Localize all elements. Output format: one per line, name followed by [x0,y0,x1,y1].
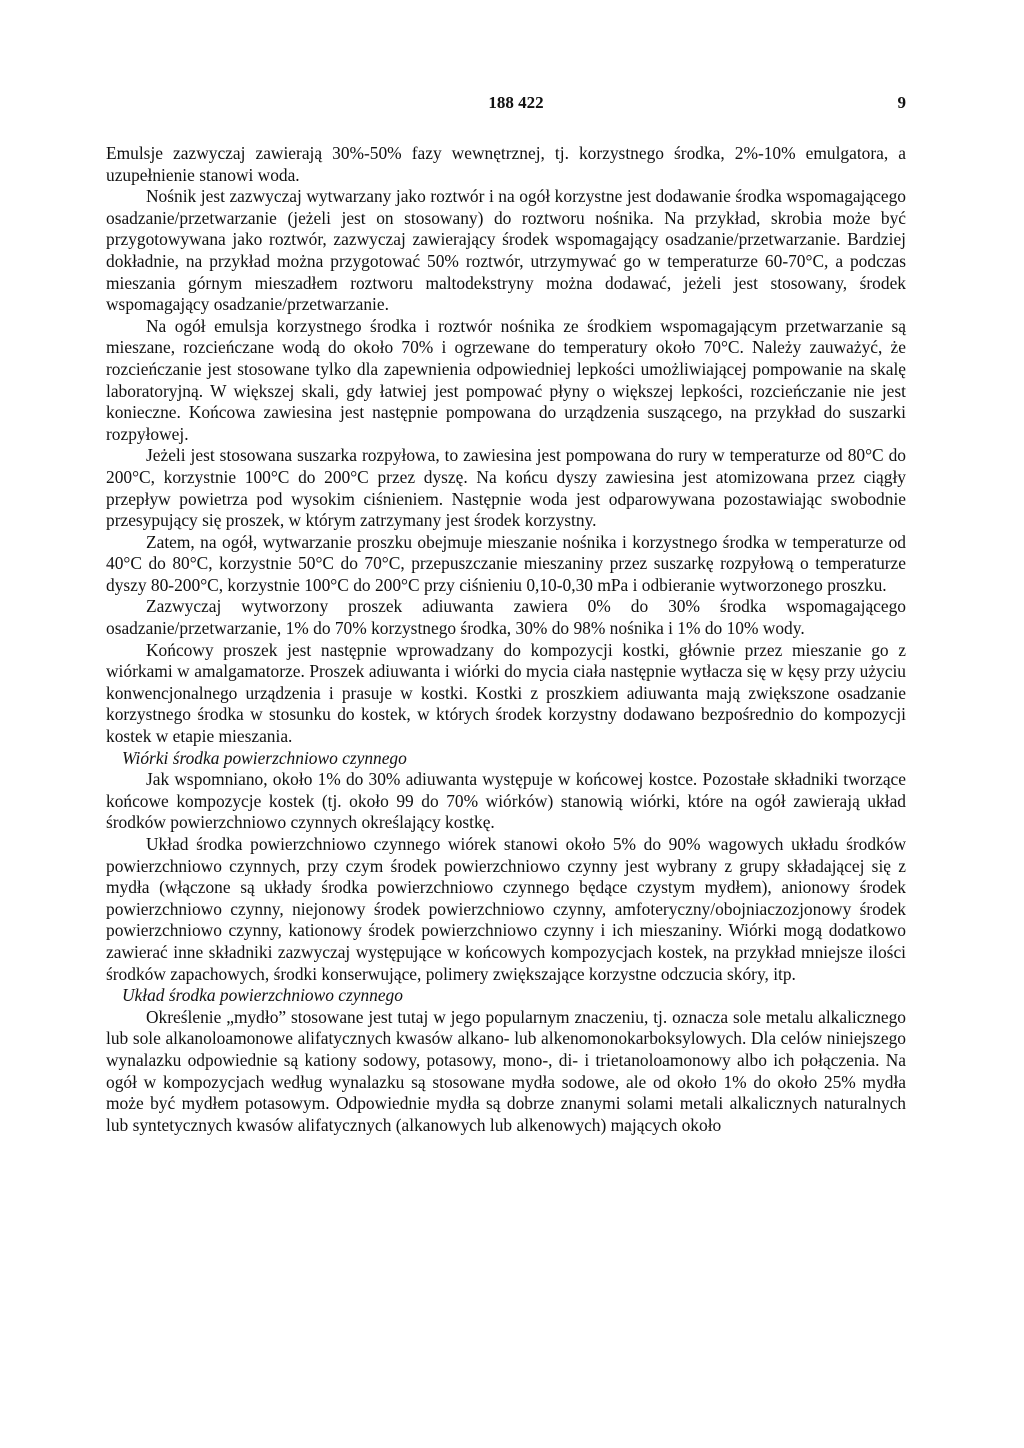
page-header [0,93,1024,117]
paragraph: Nośnik jest zazwyczaj wytwarzany jako roztwór i na ogół korzystne jest dodawanie środka wspomagającego osadzanie/przetwarzanie (jeżeli jest on stosowany) do roztworu nośnika. Na przykład, skrobia może być przygotowywana jako roztwór, zazwyczaj zawierający środek wspomagający osadzanie/przetwarzanie. Bardziej dokładnie, na przykład można przygotować 50% roztwór, utrzymywać go w temperaturze 60-70°C, a podczas mieszania górnym mieszadłem roztworu maltodekstryny można dodawać, jeżeli jest stosowany, środek wspomagający osadzanie/przetwarzanie. [106,186,906,315]
paragraph: Układ środka powierzchniowo czynnego wiórek stanowi około 5% do 90% wagowych układu środków powierzchniowo czynnych, przy czym środek powierzchniowo czynny jest wybrany z grupy składającej się z mydła (włączone są układy środka powierzchniowo czynnego będące czystym mydłem), anionowy środek powierzchniowo czynny, niejonowy środek powierzchniowo czynny, amfoteryczny/obojniaczozjonowy środek powierzchniowo czynny, kationowy środek powierzchniowo czynny i ich mieszaniny. Wiórki mogą dodatkowo zawierać inne składniki zazwyczaj występujące w końcowych kompozycjach kostek, na przykład mniejsze ilości środków zapachowych, środki konserwujące, polimery zwiększające korzystne odczucia skóry, itp. [106,834,906,984]
paragraph: Zatem, na ogół, wytwarzanie proszku obejmuje mieszanie nośnika i korzystnego środka w temperaturze od 40°C do 80°C, korzystnie 50°C do 70°C, przepuszczanie mieszaniny przez suszarkę rozpyłową o temperaturze dyszy 80-200°C, korzystnie 100°C do 200°C przy ciśnieniu 0,10-0,30 mPa i odbieranie wytworzonego proszku. [106,531,906,595]
section-subheading: Wiórki środka powierzchniowo czynnego [122,747,407,768]
paragraph: Określenie „mydło” stosowane jest tutaj w jego popularnym znaczeniu, tj. oznacza sole metalu alkalicznego lub sole alkanoloamonowe alifatycznych kwasów alkano- lub alkenomonokarboksylowych. Dla celów niniejszego wynalazku odpowiednie są kationy sodowy, potasowy, mono-, di- i trietanoloamonowy albo ich połączenia. Na ogół w kompozycjach według wynalazku są stosowane mydła sodowe, ale od około 1% do około 25% mydła może być mydłem potasowym. Odpowiednie mydła są dobrze znanymi solami metali alkalicznych naturalnych lub syntetycznych kwasów alifatycznych (alkanowych lub alkenowych) mających około [106,1006,906,1135]
paragraph: Na ogół emulsja korzystnego środka i roztwór nośnika ze środkiem wspomagającym przetwarzanie są mieszane, rozcieńczane wodą do około 70% i ogrzewane do temperatury około 70°C. Należy zauważyć, że rozcieńczanie jest stosowane tylko dla zapewnienia odpowiedniej lepkości umożliwiającej pompowanie na skalę laboratoryjną. W większej skali, gdy łatwiej jest pompować płyny o większej lepkości, rozcieńczanie nie jest konieczne. Końcowa zawiesina jest następnie pompowana do urządzenia suszącego, na przykład do suszarki rozpyłowej. [106,315,906,444]
paragraph: Zazwyczaj wytworzony proszek adiuwanta zawiera 0% do 30% środka wspomagającego osadzanie/przetwarzanie, 1% do 70% korzystnego środka, 30% do 98% nośnika i 1% do 10% wody. [106,596,906,639]
section-subheading: Układ środka powierzchniowo czynnego [122,985,403,1006]
paragraph: Jak wspomniano, około 1% do 30% adiuwanta występuje w końcowej kostce. Pozostałe składniki tworzące końcowe kompozycje kostek (tj. około 99 do 70% wiórków) stanowią wiórki, które na ogół zawierają układ środków powierzchniowo czynnych określający kostkę. [106,769,906,833]
paragraph: Emulsje zazwyczaj zawierają 30%-50% fazy wewnętrznej, tj. korzystnego środka, 2%-10% emulgatora, a uzupełnienie stanowi woda. [106,143,906,185]
paragraph: Jeżeli jest stosowana suszarka rozpyłowa, to zawiesina jest pompowana do rury w temperaturze od 80°C do 200°C, korzystnie 100°C do 200°C przez dyszę. Na końcu dyszy zawiesina jest atomizowana przez ciągły przepływ powietrza pod wysokim ciśnieniem. Następnie woda jest odparowywana pozostawiając swobodnie przesypujący się proszek, w którym zatrzymany jest środek korzystny. [106,445,906,531]
patent-number: 188 422 [488,93,544,112]
document-body [106,143,906,1136]
paragraph: Końcowy proszek jest następnie wprowadzany do kompozycji kostki, głównie przez mieszanie go z wiórkami w amalgamatorze. Proszek adiuwanta i wiórki do mycia ciała następnie wytłacza się w kęsy przy użyciu konwencjonalnego urządzenia i prasuje w kostki. Kostki z proszkiem adiuwanta mają zwiększone osadzanie korzystnego środka w stosunku do kostek, w których środek korzystny dodawano bezpośrednio do kompozycji kostek w etapie mieszania. [106,639,906,747]
page-number: 9 [897,93,906,112]
